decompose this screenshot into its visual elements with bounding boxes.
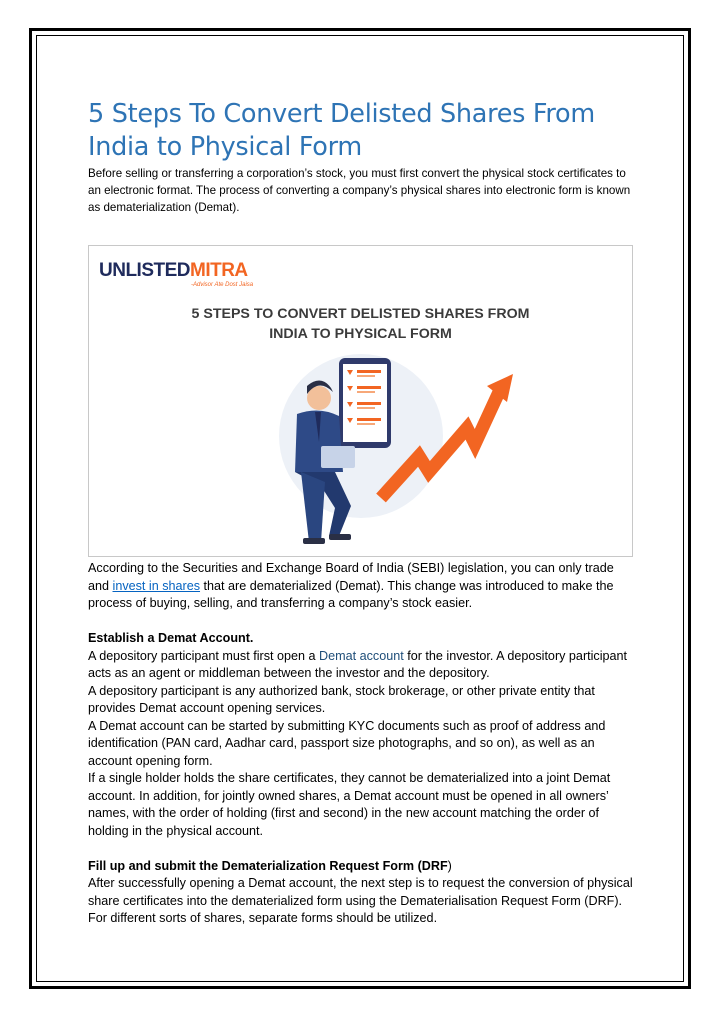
demat-para-1-end: for the investor. A depository participant acts as an agent or middleman between the investor and the depository. (88, 648, 628, 680)
demat-para-3: A Demat account can be started by submitting KYC documents such as proof of address and identification (PAN card, Aadhar card, passport size photographs, and so on), as well as an account opening form. (88, 718, 606, 768)
logo-text-main: UNLISTED (99, 260, 190, 281)
section-heading-drf (88, 858, 636, 876)
article-banner-image (88, 245, 633, 557)
section-heading-demat (88, 630, 636, 648)
sebi-text-end: that are dematerialized (Demat). This change was introduced to make the process of buying, selling, and transferring a company’s stock easier. (88, 578, 614, 610)
logo-tagline: -Advisor Ate Dost Jaisa (191, 282, 254, 288)
drf-heading-text: Fill up and submit the Dematerialization Request Form (DRF (88, 858, 448, 873)
drf-para-1: After successfully opening a Demat account, the next step is to request the conversion of physical share certificates into the dematerialized form using the Dematerialisation Request Form (DRF). For different sorts of shares, separate forms should be utilized. (88, 876, 633, 925)
invest-in-shares-link[interactable]: invest in shares (112, 578, 201, 593)
page-title: 5 Steps To Convert Delisted Shares From India to Physical Form (88, 99, 595, 162)
demat-para-1 (88, 648, 636, 683)
paragraph-gap (88, 613, 636, 631)
demat-para-1-start: A depository participant must first open a (88, 648, 320, 663)
paragraph-gap (88, 840, 636, 858)
sebi-paragraph (88, 560, 636, 613)
article-body (88, 560, 636, 928)
demat-para-2: A depository participant is any authorized bank, stock brokerage, or other private entity that provides Demat account opening services. (88, 683, 595, 715)
intro-paragraph: Before selling or transferring a corporation’s stock, you must first convert the physical stock certificates to an electronic format. The process of converting a company’s physical shares into electronic form is known as dematerialization (Demat). (88, 167, 631, 214)
sebi-text-start: According to the Securities and Exchange Board of India (SEBI) legislation, you can only trade and (88, 561, 614, 593)
demat-heading-text: Establish a Demat Account. (88, 631, 254, 645)
banner-heading-line2: INDIA TO PHYSICAL FORM (269, 326, 452, 342)
logo-text-accent: MITRA (190, 260, 248, 281)
businessman-illustration (89, 246, 633, 557)
banner-heading-line1: 5 STEPS TO CONVERT DELISTED SHARES FROM (191, 306, 530, 322)
demat-account-link[interactable]: Demat account (319, 648, 404, 663)
demat-para-4: If a single holder holds the share certificates, they cannot be dematerialized into a joint Demat account. In addition, for jointly owned shares, a Demat account must be opened in all owners’ names, with the order of holding (first and second) in the new account matching the order of holding in the physical account. (88, 771, 611, 838)
header-section (88, 98, 636, 216)
drf-heading-close: ) (447, 858, 452, 873)
